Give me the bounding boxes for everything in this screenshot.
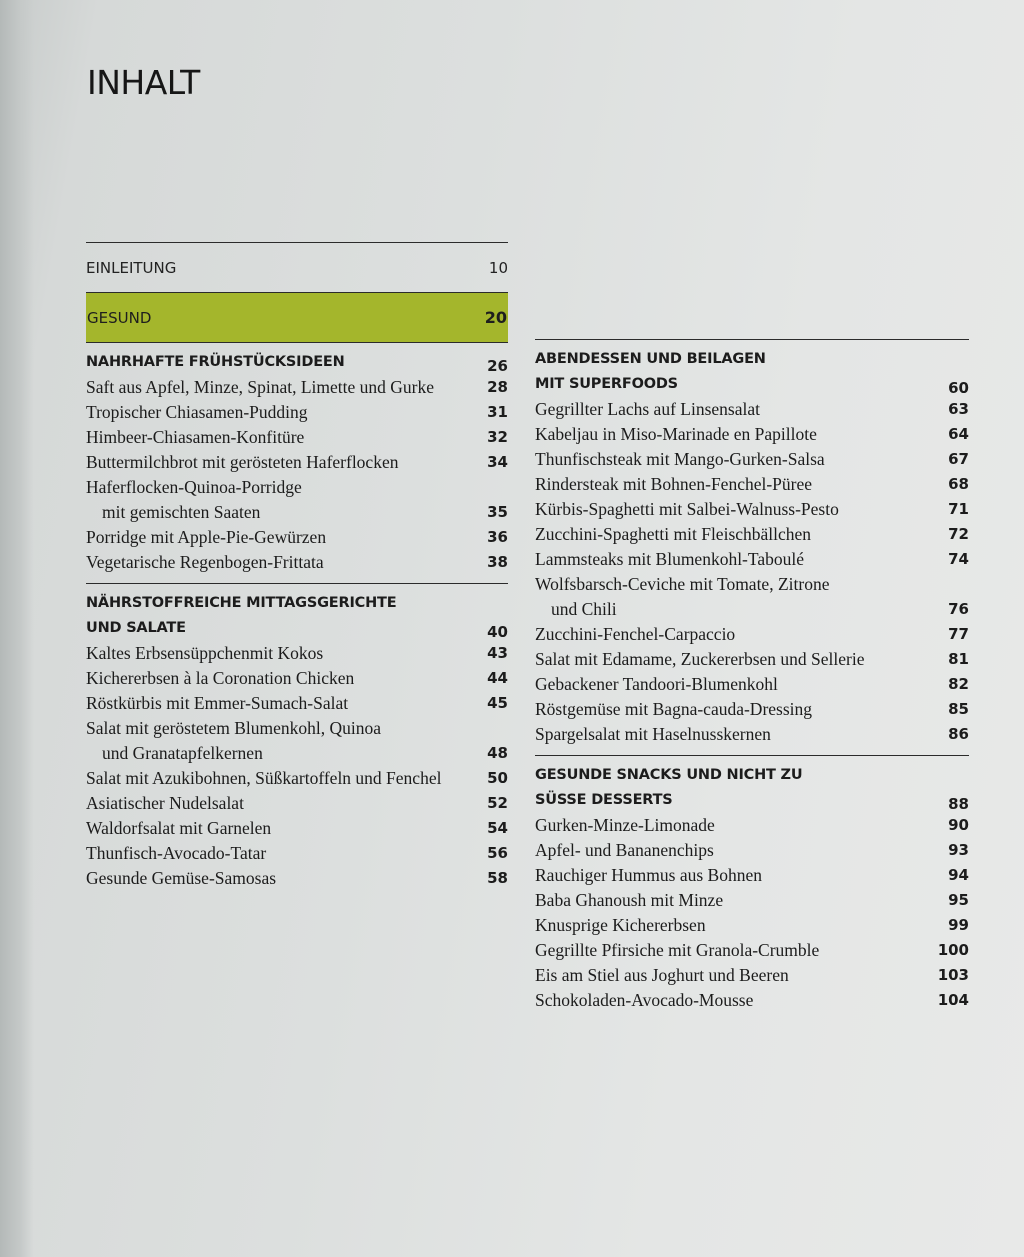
- toc-entry: [535, 472, 969, 497]
- toc-page-number: 94: [948, 866, 969, 884]
- toc-entry: [86, 741, 508, 766]
- section-page-number: 88: [948, 795, 969, 813]
- toc-page-number: 28: [487, 378, 508, 396]
- toc-entry: [535, 422, 969, 447]
- section-heading-row: [535, 347, 969, 372]
- section-heading: UND SALATE: [86, 620, 186, 636]
- toc-entry: [535, 497, 969, 522]
- toc-page-number: 77: [948, 625, 969, 643]
- toc-entry-label: Haferflocken-Quinoa-Porridge: [86, 477, 302, 497]
- toc-entry: [535, 863, 969, 888]
- toc-entry: [535, 572, 969, 597]
- toc-entry: [535, 938, 969, 963]
- toc-entry: [86, 425, 508, 450]
- chapter-page-number: 20: [484, 308, 507, 327]
- toc-entry-label: Kaltes Erbsensüppchenmit Kokos: [86, 643, 324, 663]
- toc-entry-label: Thunfisch-Avocado-Tatar: [86, 843, 267, 863]
- toc-entry-label: Saft aus Apfel, Minze, Spinat, Limette und Gurke: [86, 377, 434, 397]
- toc-page-number: 44: [487, 669, 508, 687]
- toc-entry-label: Buttermilchbrot mit gerösteten Haferflocken: [86, 452, 399, 472]
- toc-page-number: 90: [948, 816, 969, 834]
- toc-page-number: 52: [487, 794, 508, 812]
- toc-entry: [86, 475, 508, 500]
- section-heading: NAHRHAFTE FRÜHSTÜCKSIDEEN: [86, 354, 345, 370]
- section-heading-row: [535, 763, 969, 788]
- toc-page-number: 99: [948, 916, 969, 934]
- toc-entry: [535, 888, 969, 913]
- toc-entry-label: Röstgemüse mit Bagna-cauda-Dressing: [535, 699, 813, 719]
- toc-page-number: 104: [937, 991, 969, 1009]
- toc-page-number: 38: [487, 553, 508, 571]
- toc-page-number: 85: [948, 700, 969, 718]
- toc-entry-einleitung: [86, 243, 508, 292]
- toc-entry-label: Baba Ghanoush mit Minze: [535, 890, 724, 910]
- toc-section-breakfast: [86, 343, 508, 575]
- section-heading: SÜSSE DESSERTS: [535, 792, 673, 808]
- section-page-number: 60: [948, 379, 969, 397]
- toc-entry-label: und Chili: [551, 599, 617, 619]
- toc-page-number: 95: [948, 891, 969, 909]
- toc-page-number: 48: [487, 744, 508, 762]
- toc-entry-label: Zucchini-Fenchel-Carpaccio: [535, 624, 736, 644]
- toc-entry-label: Knusprige Kichererbsen: [535, 915, 706, 935]
- toc-entry-label: Apfel- und Bananenchips: [535, 840, 714, 860]
- section-heading: NÄHRSTOFFREICHE MITTAGSGERICHTE: [86, 595, 397, 611]
- toc-entry-label: Röstkürbis mit Emmer-Sumach-Salat: [86, 693, 349, 713]
- toc-page-number: 81: [948, 650, 969, 668]
- toc-section-lunch: [86, 584, 508, 891]
- toc-entry: [86, 691, 508, 716]
- toc-entry: [535, 597, 969, 622]
- toc-entry-label: Kabeljau in Miso-Marinade en Papillote: [535, 424, 817, 444]
- toc-entry-label: Schokoladen-Avocado-Mousse: [535, 990, 754, 1010]
- toc-entry-label: und Granatapfelkernen: [102, 743, 263, 763]
- toc-page-number: 56: [487, 844, 508, 862]
- toc-entry-label: Asiatischer Nudelsalat: [86, 793, 244, 813]
- toc-entry: [86, 641, 508, 666]
- toc-page-number: 86: [948, 725, 969, 743]
- page-gutter: [0, 0, 34, 1257]
- toc-page-number: 34: [487, 453, 508, 471]
- toc-page-number: 103: [937, 966, 969, 984]
- toc-page-number: 36: [487, 528, 508, 546]
- toc-entry-label: Gesunde Gemüse-Samosas: [86, 868, 277, 888]
- toc-entry-label: mit gemischten Saaten: [102, 502, 261, 522]
- toc-entry-label: EINLEITUNG: [86, 258, 177, 277]
- toc-entry-label: Himbeer-Chiasamen-Konfitüre: [86, 427, 305, 447]
- toc-entry: [86, 550, 508, 575]
- toc-entry-label: Spargelsalat mit Haselnusskernen: [535, 724, 771, 744]
- toc-entry-label: Waldorfsalat mit Garnelen: [86, 818, 272, 838]
- toc-entry-label: Salat mit Edamame, Zuckererbsen und Sellerie: [535, 649, 865, 669]
- toc-entry: [86, 866, 508, 891]
- toc-entry-label: Gurken-Minze-Limonade: [535, 815, 715, 835]
- toc-page-number: 63: [948, 400, 969, 418]
- toc-entry: [535, 988, 969, 1013]
- toc-entry-label: Wolfsbarsch-Ceviche mit Tomate, Zitrone: [535, 574, 830, 594]
- toc-entry-label: Eis am Stiel aus Joghurt und Beeren: [535, 965, 789, 985]
- toc-section-snacks: [535, 756, 969, 1013]
- toc-page-number: 50: [487, 769, 508, 787]
- toc-left-column: [86, 242, 508, 891]
- toc-entry: [86, 525, 508, 550]
- toc-entry: [535, 722, 969, 747]
- chapter-band-gesund: [86, 293, 508, 342]
- toc-entry: [535, 913, 969, 938]
- section-heading: GESUNDE SNACKS UND NICHT ZU: [535, 767, 803, 783]
- toc-page-number: 68: [948, 475, 969, 493]
- toc-entry-label: Porridge mit Apple-Pie-Gewürzen: [86, 527, 327, 547]
- toc-entry: [535, 672, 969, 697]
- section-page-number: 40: [487, 623, 508, 641]
- toc-entry: [86, 816, 508, 841]
- toc-entry: [86, 500, 508, 525]
- toc-entry: [86, 666, 508, 691]
- toc-entry: [535, 522, 969, 547]
- toc-entry-label: Zucchini-Spaghetti mit Fleischbällchen: [535, 524, 812, 544]
- toc-entry: [86, 450, 508, 475]
- toc-entry: [535, 963, 969, 988]
- toc-page-number: 71: [948, 500, 969, 518]
- toc-entry: [86, 766, 508, 791]
- toc-entry-label: Gegrillter Lachs auf Linsensalat: [535, 399, 760, 419]
- toc-entry: [535, 447, 969, 472]
- toc-page-number: 82: [948, 675, 969, 693]
- toc-entry: [535, 697, 969, 722]
- toc-entry: [535, 397, 969, 422]
- toc-page-number: 67: [948, 450, 969, 468]
- toc-entry: [86, 841, 508, 866]
- toc-section-dinner: [535, 340, 969, 747]
- toc-entry-label: Thunfischsteak mit Mango-Gurken-Salsa: [535, 449, 825, 469]
- toc-entry: [535, 547, 969, 572]
- section-heading-row: [86, 616, 508, 641]
- toc-page-number: 100: [937, 941, 969, 959]
- toc-entry-label: Rauchiger Hummus aus Bohnen: [535, 865, 762, 885]
- toc-entry: [535, 813, 969, 838]
- toc-entry-label: Kichererbsen à la Coronation Chicken: [86, 668, 355, 688]
- section-heading-row: [535, 372, 969, 397]
- toc-entry-label: Gebackener Tandoori-Blumenkohl: [535, 674, 778, 694]
- toc-entry: [535, 838, 969, 863]
- toc-page-number: 76: [948, 600, 969, 618]
- toc-entry-label: Vegetarische Regenbogen-Frittata: [86, 552, 324, 572]
- toc-entry: [86, 375, 508, 400]
- toc-page-number: 74: [948, 550, 969, 568]
- toc-page-number: 45: [487, 694, 508, 712]
- section-heading-row: [535, 788, 969, 813]
- toc-page-number: 58: [487, 869, 508, 887]
- section-heading-row: [86, 350, 508, 375]
- section-page-number: 26: [487, 357, 508, 375]
- toc-page-number: 93: [948, 841, 969, 859]
- page-title: INHALT: [87, 63, 200, 102]
- toc-page-number: 72: [948, 525, 969, 543]
- toc-page-number: 54: [487, 819, 508, 837]
- toc-entry-label: Rindersteak mit Bohnen-Fenchel-Püree: [535, 474, 813, 494]
- section-heading: ABENDESSEN UND BEILAGEN: [535, 351, 766, 367]
- toc-page-number: 10: [488, 258, 508, 277]
- toc-entry: [86, 400, 508, 425]
- toc-entry: [86, 791, 508, 816]
- toc-entry-label: Salat mit Azukibohnen, Süßkartoffeln und Fenchel: [86, 768, 442, 788]
- toc-page-number: 35: [487, 503, 508, 521]
- toc-entry: [535, 647, 969, 672]
- toc-entry-label: Kürbis-Spaghetti mit Salbei-Walnuss-Pesto: [535, 499, 839, 519]
- toc-entry-label: Tropischer Chiasamen-Pudding: [86, 402, 308, 422]
- section-heading: MIT SUPERFOODS: [535, 376, 678, 392]
- section-heading-row: [86, 591, 508, 616]
- toc-entry: [535, 622, 969, 647]
- toc-page-number: 31: [487, 403, 508, 421]
- toc-page-number: 32: [487, 428, 508, 446]
- toc-entry-label: Gegrillte Pfirsiche mit Granola-Crumble: [535, 940, 820, 960]
- chapter-label: GESUND: [87, 308, 152, 327]
- toc-entry-label: Salat mit geröstetem Blumenkohl, Quinoa: [86, 718, 382, 738]
- toc-page-number: 64: [948, 425, 969, 443]
- toc-entry-label: Lammsteaks mit Blumenkohl-Taboulé: [535, 549, 805, 569]
- toc-right-column: [535, 339, 969, 1013]
- toc-entry: [86, 716, 508, 741]
- toc-page-number: 43: [487, 644, 508, 662]
